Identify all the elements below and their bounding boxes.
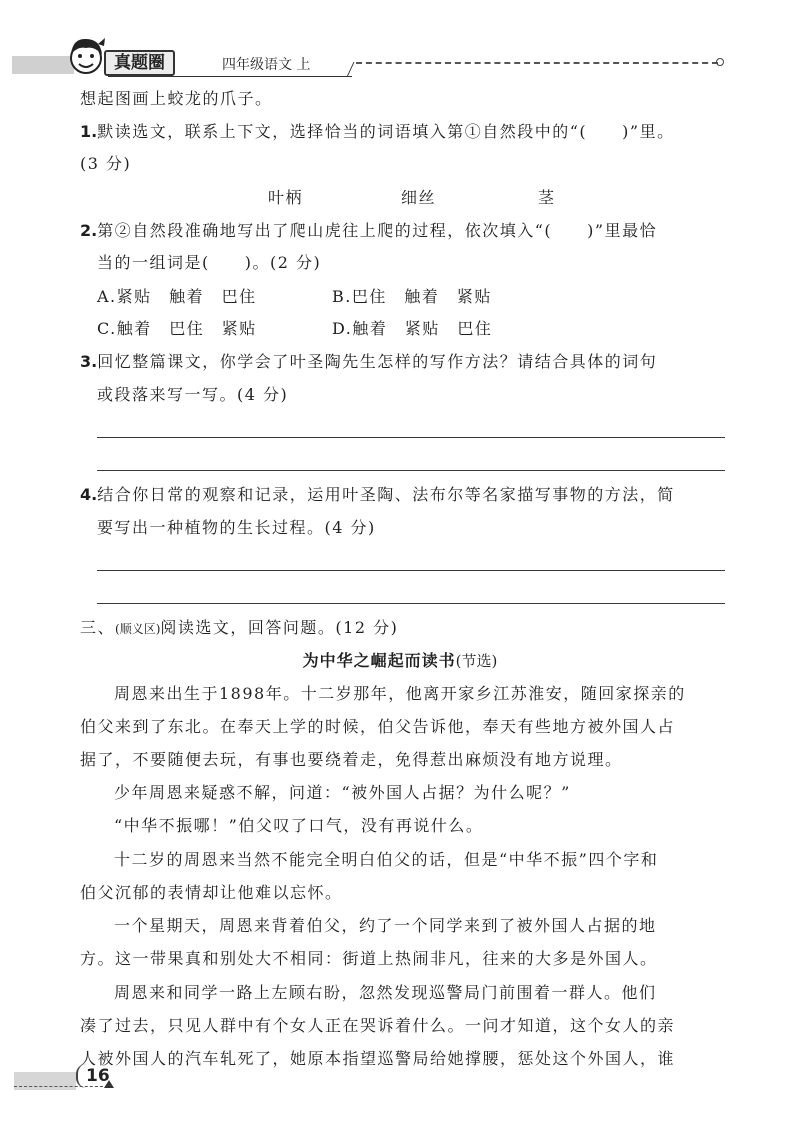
q1-line1 <box>80 121 675 143</box>
section3-text: 阅读选文，回答问题。(12 分) <box>160 618 399 637</box>
header-dashed-rule <box>356 62 718 64</box>
brand-label: 真题圈 <box>104 50 175 76</box>
q2-option-d: D.触着 紧贴 巴住 <box>332 319 493 338</box>
q3-answer-line-1 <box>97 437 725 438</box>
q1-word-1: 叶柄 <box>268 188 304 207</box>
article-title-text: 为中华之崛起而读书 <box>302 651 456 670</box>
q2-option-c: C.触着 巴住 紧贴 <box>97 319 257 338</box>
q4-number: 4. <box>80 485 98 504</box>
q2-line1 <box>80 220 657 242</box>
q2-option-a: A.紧贴 触着 巴住 <box>97 287 257 306</box>
q3-text: 回忆整篇课文，你学会了叶圣陶先生怎样的写作方法？请结合具体的词句 <box>97 352 658 371</box>
q2-text: 第②自然段准确地写出了爬山虎往上爬的过程，依次填入“( )”里最恰 <box>97 221 658 240</box>
article-line-10: 周恩来和同学一路上左顾右盼，忽然发现巡警局门前围着一群人。他们 <box>114 983 657 1002</box>
article-line-9: 方。这一带果真和别处大不相同：街道上热闹非凡，往来的大多是外国人。 <box>80 949 658 968</box>
q3-number: 3. <box>80 352 98 371</box>
q1-line2: (3 分) <box>80 154 132 173</box>
page-header <box>0 30 800 80</box>
q4-line2: 要写出一种植物的生长过程。(4 分) <box>97 518 376 537</box>
q1-number: 1. <box>80 122 98 141</box>
article-line-7: 伯父沉郁的表情却让他难以忘怀。 <box>80 883 343 902</box>
article-title <box>0 650 800 672</box>
q4-answer-line-2 <box>97 603 725 604</box>
continuation-line: 想起图画上蛟龙的爪子。 <box>80 89 273 108</box>
footer-tick-mark <box>104 1080 114 1088</box>
header-rule <box>108 76 352 77</box>
header-rule-end <box>716 58 724 66</box>
article-line-5: “中华不振哪！”伯父叹了口气，没有再说什么。 <box>114 816 484 835</box>
q1-word-3: 茎 <box>538 188 556 207</box>
q2-number: 2. <box>80 221 98 240</box>
article-line-6: 十二岁的周恩来当然不能完全明白伯父的话，但是“中华不振”四个字和 <box>114 850 659 869</box>
article-line-12: 人被外国人的汽车轧死了，她原本指望巡警局给她撑腰，惩处这个外国人，谁 <box>80 1049 676 1068</box>
q1-word-2: 细丝 <box>401 188 437 207</box>
section3-district: (顺义区) <box>115 622 161 636</box>
q1-text: 默读选文，联系上下文，选择恰当的词语填入第①自然段中的“( )”里。 <box>97 122 675 141</box>
section3-prefix: 三、 <box>80 618 116 637</box>
page-number: 16 <box>76 1064 116 1088</box>
q4-answer-line-1 <box>97 570 725 571</box>
header-rule-step <box>347 62 364 77</box>
section3-heading <box>80 617 398 640</box>
article-line-3: 据了，不要随便去玩，有事也要绕着走，免得惹出麻烦没有地方说理。 <box>80 750 623 769</box>
q3-line1 <box>80 351 657 373</box>
article-line-11: 凑了过去，只见人群中有个女人正在哭诉着什么。一问才知道，这个女人的亲 <box>80 1016 676 1035</box>
article-title-note: (节选) <box>455 652 498 670</box>
article-line-8: 一个星期天，周恩来背着伯父，约了一个同学来到了被外国人占据的地 <box>114 916 657 935</box>
q4-text: 结合你日常的观察和记录，运用叶圣陶、法布尔等名家描写事物的方法，简 <box>97 485 675 504</box>
q4-line1 <box>80 484 675 506</box>
article-line-4: 少年周恩来疑惑不解，问道：“被外国人占据？为什么呢？” <box>114 783 571 802</box>
mascot-icon <box>64 34 108 78</box>
article-line-1: 周恩来出生于1898年。十二岁那年，他离开家乡江苏淮安，随回家探亲的 <box>114 684 686 703</box>
footer-gray-tab <box>14 1072 76 1090</box>
subject-label: 四年级语文 上 <box>222 57 311 73</box>
q3-line2: 或段落来写一写。(4 分) <box>97 385 289 404</box>
article-line-2: 伯父来到了东北。在奉天上学的时候，伯父告诉他，奉天有些地方被外国人占 <box>80 717 676 736</box>
q2-line2: 当的一组词是( )。(2 分) <box>97 253 322 272</box>
q2-option-b: B.巴住 触着 紧贴 <box>332 287 492 306</box>
q3-answer-line-2 <box>97 470 725 471</box>
